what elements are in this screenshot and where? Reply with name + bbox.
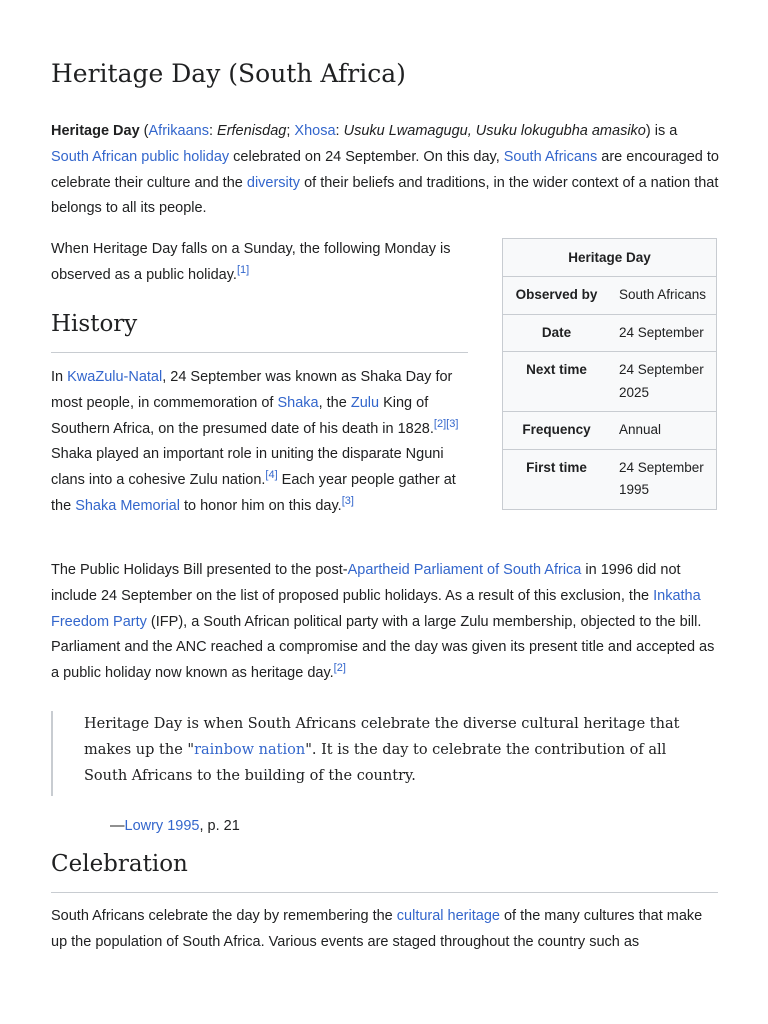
infobox-row (503, 277, 716, 315)
afrikaans-term: Erfenisdag (217, 123, 287, 139)
article-subject: Heritage Day (51, 123, 140, 139)
infobox-key: Frequency (522, 422, 591, 437)
reference-1-link[interactable]: [1] (236, 263, 250, 276)
sunday-paragraph (51, 237, 471, 289)
south-africans-link[interactable]: South Africans (503, 148, 598, 165)
shaka-memorial-link[interactable]: Shaka Memorial (75, 497, 180, 514)
intro-paragraph (51, 119, 719, 222)
reference-3-link[interactable]: [3] (341, 495, 354, 508)
reference-2-link[interactable]: [2] (333, 662, 346, 675)
afrikaans-link[interactable]: Afrikaans (148, 123, 209, 139)
history-paragraph-1 (51, 365, 471, 520)
rainbow-nation-link[interactable]: rainbow nation (194, 742, 306, 758)
celebration-divider (51, 892, 718, 893)
infobox-value: 24 September 2025 (619, 362, 704, 400)
history-text: to honor him on this day. (179, 497, 342, 514)
history-divider (51, 352, 468, 353)
blockquote (51, 711, 691, 796)
cultural-heritage-link[interactable]: cultural heritage (396, 908, 500, 924)
celebration-heading: Celebration (51, 851, 188, 877)
quote-text-part: Heritage Day is when South Africans celebrate the diverse cultural heritage that makes up the " (84, 716, 680, 758)
intro-text: ) is a (645, 123, 678, 139)
lowry-citation-link[interactable]: Lowry 1995 (124, 818, 200, 834)
history-text: King of Southern Africa, on the presumed date of his death in 1828. (51, 394, 434, 437)
intro-text: of their beliefs and traditions, in the wider context of a nation that belongs to all its people. (51, 174, 719, 217)
intro-text: are encouraged to celebrate their culture and the (51, 148, 719, 191)
reference-4-link[interactable]: [4] (265, 469, 278, 482)
parliament-link[interactable]: Parliament of South Africa (413, 562, 582, 578)
intro-text: : (335, 123, 344, 139)
infobox-value: South Africans (619, 287, 707, 302)
kwazulu-natal-link[interactable]: KwaZulu-Natal (67, 369, 163, 385)
citation-dash: — (110, 818, 125, 834)
page-title: Heritage Day (South Africa) (51, 59, 406, 88)
history-text: The Public Holidays Bill presented to the post- (51, 562, 348, 578)
history-text: in 1996 did not include 24 September on the list of proposed public holidays. As a result of this exclusion, the (51, 562, 681, 604)
diversity-link[interactable]: diversity (246, 174, 301, 191)
infobox-value: Annual (619, 422, 662, 437)
intro-text: : (208, 123, 218, 139)
public-holiday-link[interactable]: South African public holiday (51, 148, 230, 165)
history-text: Each year people gather at the (51, 472, 456, 514)
infobox-row (503, 315, 716, 353)
celebration-paragraph (51, 904, 719, 956)
infobox-row (503, 450, 716, 509)
quote-text-part: ". It is the day to celebrate the contribution of all South Africans to the building of the country. (84, 742, 667, 784)
citation-page: , p. 21 (199, 818, 240, 834)
quote-text (84, 711, 691, 789)
sunday-text: When Heritage Day falls on a Sunday, the following Monday is observed as a public holiday. (51, 241, 451, 283)
history-text: , the (318, 394, 351, 411)
infobox (502, 238, 717, 510)
reference-2-link[interactable]: [2] (433, 417, 447, 430)
infobox-row (503, 352, 716, 412)
infobox-key: Date (541, 324, 572, 340)
history-text: , 24 September was known as Shaka Day for most people, in commemoration of (51, 369, 453, 411)
intro-text: celebrated on 24 September. On this day, (229, 148, 504, 165)
history-paragraph-2 (51, 558, 719, 687)
intro-text: ; (286, 123, 295, 139)
infobox-key: Next time (526, 362, 587, 377)
xhosa-link[interactable]: Xhosa (294, 123, 336, 139)
reference-3-link[interactable]: [3] (446, 417, 459, 430)
celebration-text: South Africans celebrate the day by remembering the (51, 908, 397, 924)
infobox-title: Heritage Day (503, 239, 716, 277)
inkatha-link[interactable]: Inkatha Freedom Party (51, 587, 701, 630)
shaka-link[interactable]: Shaka (277, 394, 319, 411)
infobox-value: 24 September (619, 324, 704, 340)
infobox-key: Observed by (515, 287, 598, 302)
history-text: Shaka played an important role in uniting the disparate Nguni clans into a cohesive Zulu nation. (51, 446, 444, 489)
history-text: (IFP), a South African political party with a large Zulu membership, objected to the bill. Parliament and the ANC reached a compromise and the day was given its present title and accepted as a public holiday now known as heritage day. (51, 613, 715, 682)
quote-citation (110, 814, 240, 838)
infobox-value: 24 September 1995 (619, 459, 704, 497)
zulu-link[interactable]: Zulu (350, 394, 380, 411)
celebration-text: of the many cultures that make up the population of South Africa. Various events are staged throughout the country such as (51, 908, 703, 950)
intro-text: ( (139, 123, 149, 139)
history-heading: History (51, 311, 138, 337)
infobox-row (503, 412, 716, 450)
history-text: In (51, 369, 68, 385)
apartheid-link[interactable]: Apartheid (347, 562, 410, 578)
infobox-key: First time (526, 459, 587, 475)
xhosa-term: Usuku Lwamagugu, Usuku lokugubha amasiko (343, 123, 646, 139)
